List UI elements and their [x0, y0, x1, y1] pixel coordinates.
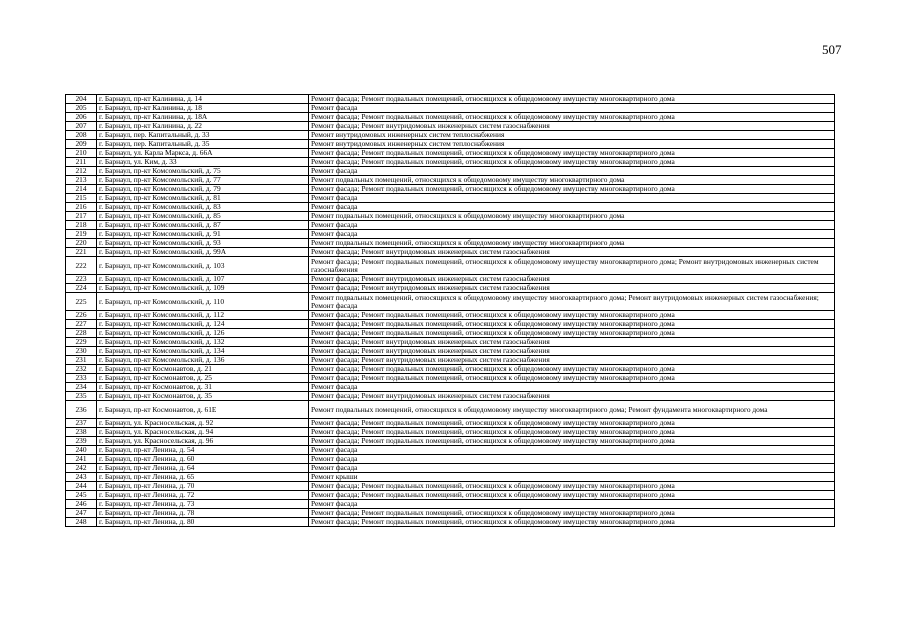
address-cell: г. Барнаул, пр-кт Калинина, д. 18А — [97, 113, 309, 122]
works-cell: Ремонт фасада; Ремонт внутридомовых инженерных систем газоснабжения — [309, 347, 835, 356]
works-cell: Ремонт фасада; Ремонт подвальных помещений, относящихся к общедомовому имуществу многоквартирного дома — [309, 374, 835, 383]
address-cell: г. Барнаул, пр-кт Комсомольский, д. 126 — [97, 329, 309, 338]
row-number-cell: 219 — [66, 230, 97, 239]
works-cell: Ремонт фасада — [309, 383, 835, 392]
works-cell: Ремонт фасада; Ремонт внутридомовых инженерных систем газоснабжения — [309, 122, 835, 131]
address-cell: г. Барнаул, пр-кт Комсомольский, д. 112 — [97, 311, 309, 320]
row-number-cell: 218 — [66, 221, 97, 230]
works-cell: Ремонт подвальных помещений, относящихся к общедомовому имуществу многоквартирного дома; Ремонт внутридомовых инженерных систем газоснабжения; Ремонт фасада — [309, 293, 835, 311]
address-cell: г. Барнаул, пр-кт Ленина, д. 64 — [97, 464, 309, 473]
address-cell: г. Барнаул, пр-кт Комсомольский, д. 87 — [97, 221, 309, 230]
table-row — [66, 338, 835, 347]
row-number-cell: 244 — [66, 482, 97, 491]
address-cell: г. Барнаул, пр-кт Комсомольский, д. 110 — [97, 293, 309, 311]
row-number-cell: 231 — [66, 356, 97, 365]
row-number-cell: 235 — [66, 392, 97, 401]
row-number-cell: 238 — [66, 428, 97, 437]
works-cell: Ремонт фасада; Ремонт подвальных помещений, относящихся к общедомовому имуществу многоквартирного дома — [309, 113, 835, 122]
row-number-cell: 204 — [66, 95, 97, 104]
row-number-cell: 206 — [66, 113, 97, 122]
table-row — [66, 374, 835, 383]
address-cell: г. Барнаул, пр-кт Комсомольский, д. 75 — [97, 167, 309, 176]
row-number-cell: 213 — [66, 176, 97, 185]
table-row — [66, 122, 835, 131]
table-row — [66, 203, 835, 212]
works-cell: Ремонт фасада; Ремонт подвальных помещений, относящихся к общедомовому имуществу многоквартирного дома — [309, 320, 835, 329]
row-number-cell: 241 — [66, 455, 97, 464]
table-row — [66, 284, 835, 293]
works-cell: Ремонт фасада; Ремонт подвальных помещений, относящихся к общедомовому имуществу многоквартирного дома — [309, 518, 835, 527]
address-cell: г. Барнаул, пр-кт Ленина, д. 70 — [97, 482, 309, 491]
table-row — [66, 257, 835, 275]
row-number-cell: 205 — [66, 104, 97, 113]
table-row — [66, 320, 835, 329]
table-row — [66, 509, 835, 518]
address-cell: г. Барнаул, пр-кт Ленина, д. 73 — [97, 500, 309, 509]
table-row — [66, 275, 835, 284]
row-number-cell: 224 — [66, 284, 97, 293]
works-cell: Ремонт подвальных помещений, относящихся к общедомовому имуществу многоквартирного дома — [309, 212, 835, 221]
works-cell: Ремонт фасада; Ремонт подвальных помещений, относящихся к общедомовому имуществу многоквартирного дома — [309, 419, 835, 428]
works-cell: Ремонт фасада — [309, 221, 835, 230]
address-cell: г. Барнаул, ул. Красносельская, д. 96 — [97, 437, 309, 446]
works-cell: Ремонт фасада; Ремонт подвальных помещений, относящихся к общедомовому имуществу многоквартирного дома; Ремонт внутридомовых инженерных систем газоснабжения — [309, 257, 835, 275]
address-cell: г. Барнаул, пр-кт Комсомольский, д. 79 — [97, 185, 309, 194]
row-number-cell: 226 — [66, 311, 97, 320]
row-number-cell: 220 — [66, 239, 97, 248]
address-cell: г. Барнаул, пр-кт Комсомольский, д. 134 — [97, 347, 309, 356]
works-cell: Ремонт подвальных помещений, относящихся к общедомовому имуществу многоквартирного дома — [309, 176, 835, 185]
works-cell: Ремонт фасада; Ремонт подвальных помещений, относящихся к общедомовому имуществу многоквартирного дома — [309, 185, 835, 194]
row-number-cell: 240 — [66, 446, 97, 455]
table-row — [66, 518, 835, 527]
table-row — [66, 230, 835, 239]
table-row — [66, 473, 835, 482]
address-cell: г. Барнаул, пр-кт Ленина, д. 80 — [97, 518, 309, 527]
row-number-cell: 217 — [66, 212, 97, 221]
row-number-cell: 215 — [66, 194, 97, 203]
works-cell: Ремонт фасада; Ремонт подвальных помещений, относящихся к общедомовому имуществу многоквартирного дома — [309, 365, 835, 374]
works-cell: Ремонт фасада — [309, 455, 835, 464]
row-number-cell: 243 — [66, 473, 97, 482]
table-row — [66, 104, 835, 113]
row-number-cell: 221 — [66, 248, 97, 257]
table-row — [66, 194, 835, 203]
row-number-cell: 225 — [66, 293, 97, 311]
works-cell: Ремонт фасада; Ремонт внутридомовых инженерных систем газоснабжения — [309, 248, 835, 257]
table-row — [66, 329, 835, 338]
row-number-cell: 212 — [66, 167, 97, 176]
table-row — [66, 455, 835, 464]
works-cell: Ремонт фасада; Ремонт подвальных помещений, относящихся к общедомовому имуществу многоквартирного дома — [309, 437, 835, 446]
address-cell: г. Барнаул, ул. Ким, д. 33 — [97, 158, 309, 167]
works-cell: Ремонт фасада; Ремонт внутридомовых инженерных систем газоснабжения — [309, 356, 835, 365]
row-number-cell: 232 — [66, 365, 97, 374]
address-cell: г. Барнаул, пр-кт Космонавтов, д. 31 — [97, 383, 309, 392]
table-row — [66, 176, 835, 185]
works-cell: Ремонт фасада; Ремонт внутридомовых инженерных систем газоснабжения — [309, 392, 835, 401]
table-row — [66, 311, 835, 320]
address-cell: г. Барнаул, пр-кт Комсомольский, д. 77 — [97, 176, 309, 185]
address-cell: г. Барнаул, пер. Капитальный, д. 33 — [97, 131, 309, 140]
page-number: 507 — [822, 42, 842, 57]
address-cell: г. Барнаул, ул. Красносельская, д. 92 — [97, 419, 309, 428]
row-number-cell: 245 — [66, 491, 97, 500]
table-row — [66, 212, 835, 221]
table-row — [66, 140, 835, 149]
address-cell: г. Барнаул, пр-кт Калинина, д. 14 — [97, 95, 309, 104]
row-number-cell: 247 — [66, 509, 97, 518]
address-cell: г. Барнаул, пр-кт Комсомольский, д. 85 — [97, 212, 309, 221]
row-number-cell: 228 — [66, 329, 97, 338]
table-row — [66, 482, 835, 491]
address-cell: г. Барнаул, пр-кт Ленина, д. 72 — [97, 491, 309, 500]
works-cell: Ремонт фасада — [309, 464, 835, 473]
address-cell: г. Барнаул, пр-кт Комсомольский, д. 107 — [97, 275, 309, 284]
table-row — [66, 437, 835, 446]
table-row — [66, 401, 835, 419]
table-row — [66, 464, 835, 473]
works-cell: Ремонт подвальных помещений, относящихся к общедомовому имуществу многоквартирного дома; Ремонт фундамента многоквартирного дома — [309, 401, 835, 419]
row-number-cell: 209 — [66, 140, 97, 149]
works-cell: Ремонт крыши — [309, 473, 835, 482]
row-number-cell: 233 — [66, 374, 97, 383]
row-number-cell: 207 — [66, 122, 97, 131]
address-cell: г. Барнаул, пр-кт Калинина, д. 22 — [97, 122, 309, 131]
address-cell: г. Барнаул, пр-кт Космонавтов, д. 21 — [97, 365, 309, 374]
table-row — [66, 248, 835, 257]
works-cell: Ремонт фасада — [309, 203, 835, 212]
works-cell: Ремонт фасада; Ремонт подвальных помещений, относящихся к общедомовому имуществу многоквартирного дома — [309, 149, 835, 158]
works-cell: Ремонт фасада; Ремонт подвальных помещений, относящихся к общедомовому имуществу многоквартирного дома — [309, 491, 835, 500]
address-cell: г. Барнаул, пр-кт Комсомольский, д. 109 — [97, 284, 309, 293]
row-number-cell: 223 — [66, 275, 97, 284]
row-number-cell: 222 — [66, 257, 97, 275]
address-cell: г. Барнаул, пр-кт Космонавтов, д. 25 — [97, 374, 309, 383]
table-row — [66, 167, 835, 176]
address-cell: г. Барнаул, пр-кт Комсомольский, д. 81 — [97, 194, 309, 203]
works-cell: Ремонт фасада; Ремонт подвальных помещений, относящихся к общедомовому имуществу многоквартирного дома — [309, 509, 835, 518]
table-row — [66, 221, 835, 230]
works-cell: Ремонт внутридомовых инженерных систем теплоснабжения — [309, 140, 835, 149]
row-number-cell: 208 — [66, 131, 97, 140]
address-cell: г. Барнаул, пр-кт Комсомольский, д. 136 — [97, 356, 309, 365]
address-cell: г. Барнаул, пер. Капитальный, д. 35 — [97, 140, 309, 149]
address-cell: г. Барнаул, пр-кт Космонавтов, д. 61Е — [97, 401, 309, 419]
works-cell: Ремонт подвальных помещений, относящихся к общедомовому имуществу многоквартирного дома — [309, 239, 835, 248]
works-cell: Ремонт внутридомовых инженерных систем теплоснабжения — [309, 131, 835, 140]
row-number-cell: 214 — [66, 185, 97, 194]
works-cell: Ремонт фасада; Ремонт подвальных помещений, относящихся к общедомовому имуществу многоквартирного дома — [309, 482, 835, 491]
row-number-cell: 210 — [66, 149, 97, 158]
row-number-cell: 236 — [66, 401, 97, 419]
row-number-cell: 246 — [66, 500, 97, 509]
works-cell: Ремонт фасада — [309, 167, 835, 176]
table-row — [66, 392, 835, 401]
row-number-cell: 230 — [66, 347, 97, 356]
row-number-cell: 229 — [66, 338, 97, 347]
address-cell: г. Барнаул, пр-кт Комсомольский, д. 132 — [97, 338, 309, 347]
address-cell: г. Барнаул, пр-кт Ленина, д. 65 — [97, 473, 309, 482]
works-cell: Ремонт фасада — [309, 194, 835, 203]
table-row — [66, 185, 835, 194]
table-row — [66, 383, 835, 392]
table-row — [66, 428, 835, 437]
row-number-cell: 242 — [66, 464, 97, 473]
row-number-cell: 237 — [66, 419, 97, 428]
works-cell: Ремонт фасада — [309, 446, 835, 455]
row-number-cell: 234 — [66, 383, 97, 392]
address-cell: г. Барнаул, пр-кт Комсомольский, д. 99А — [97, 248, 309, 257]
address-cell: г. Барнаул, пр-кт Комсомольский, д. 103 — [97, 257, 309, 275]
works-cell: Ремонт фасада; Ремонт подвальных помещений, относящихся к общедомовому имуществу многоквартирного дома — [309, 329, 835, 338]
table-row — [66, 491, 835, 500]
works-cell: Ремонт фасада; Ремонт внутридомовых инженерных систем газоснабжения — [309, 275, 835, 284]
registry-table — [65, 94, 835, 527]
table-row — [66, 356, 835, 365]
table-row — [66, 149, 835, 158]
address-cell: г. Барнаул, ул. Красносельская, д. 94 — [97, 428, 309, 437]
address-cell: г. Барнаул, пр-кт Калинина, д. 18 — [97, 104, 309, 113]
address-cell: г. Барнаул, пр-кт Комсомольский, д. 83 — [97, 203, 309, 212]
address-cell: г. Барнаул, пр-кт Ленина, д. 60 — [97, 455, 309, 464]
row-number-cell: 211 — [66, 158, 97, 167]
table-row — [66, 113, 835, 122]
table-row — [66, 239, 835, 248]
address-cell: г. Барнаул, пр-кт Комсомольский, д. 93 — [97, 239, 309, 248]
address-cell: г. Барнаул, пр-кт Комсомольский, д. 124 — [97, 320, 309, 329]
address-cell: г. Барнаул, пр-кт Ленина, д. 78 — [97, 509, 309, 518]
row-number-cell: 248 — [66, 518, 97, 527]
works-cell: Ремонт фасада — [309, 500, 835, 509]
works-cell: Ремонт фасада — [309, 104, 835, 113]
table-row — [66, 446, 835, 455]
address-cell: г. Барнаул, пр-кт Комсомольский, д. 91 — [97, 230, 309, 239]
table-row — [66, 158, 835, 167]
table-row — [66, 95, 835, 104]
works-cell: Ремонт фасада; Ремонт подвальных помещений, относящихся к общедомовому имуществу многоквартирного дома — [309, 311, 835, 320]
table-row — [66, 365, 835, 374]
works-cell: Ремонт фасада; Ремонт внутридомовых инженерных систем газоснабжения — [309, 338, 835, 347]
registry-table-body — [66, 95, 835, 527]
address-cell: г. Барнаул, пр-кт Ленина, д. 54 — [97, 446, 309, 455]
works-cell: Ремонт фасада; Ремонт подвальных помещений, относящихся к общедомовому имуществу многоквартирного дома — [309, 95, 835, 104]
table-row — [66, 131, 835, 140]
table-row — [66, 347, 835, 356]
table-row — [66, 293, 835, 311]
row-number-cell: 216 — [66, 203, 97, 212]
works-cell: Ремонт фасада; Ремонт подвальных помещений, относящихся к общедомовому имуществу многоквартирного дома — [309, 158, 835, 167]
row-number-cell: 239 — [66, 437, 97, 446]
address-cell: г. Барнаул, ул. Карла Маркса, д. 66А — [97, 149, 309, 158]
works-cell: Ремонт фасада; Ремонт внутридомовых инженерных систем газоснабжения — [309, 284, 835, 293]
table-row — [66, 419, 835, 428]
works-cell: Ремонт фасада — [309, 230, 835, 239]
works-cell: Ремонт фасада; Ремонт подвальных помещений, относящихся к общедомовому имуществу многоквартирного дома — [309, 428, 835, 437]
address-cell: г. Барнаул, пр-кт Космонавтов, д. 35 — [97, 392, 309, 401]
table-row — [66, 500, 835, 509]
row-number-cell: 227 — [66, 320, 97, 329]
